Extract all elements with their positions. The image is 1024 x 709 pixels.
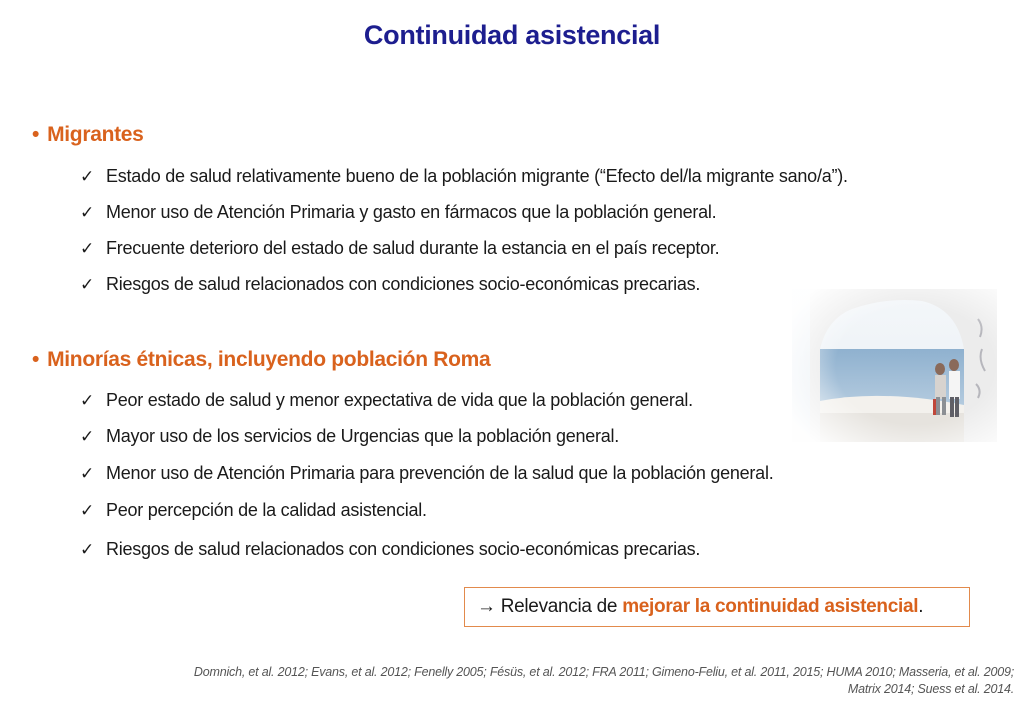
checkmark-icon: ✓ bbox=[80, 167, 94, 187]
list-item-text: Menor uso de Atención Primaria para prevención de la salud que la población general. bbox=[106, 463, 774, 483]
conclusion-prefix: Relevancia de bbox=[500, 596, 618, 617]
list-item bbox=[80, 390, 693, 411]
checkmark-icon: ✓ bbox=[80, 391, 94, 411]
list-item bbox=[80, 463, 773, 484]
arrow-icon: → bbox=[477, 596, 496, 617]
section-heading-label: Migrantes bbox=[47, 123, 144, 146]
list-item bbox=[80, 238, 719, 259]
conclusion-box bbox=[464, 587, 970, 627]
list-item bbox=[80, 539, 700, 560]
list-item bbox=[80, 202, 716, 223]
checkmark-icon: ✓ bbox=[80, 464, 94, 484]
checkmark-icon: ✓ bbox=[80, 275, 94, 295]
list-item bbox=[80, 166, 848, 187]
slide-title: Continuidad asistencial bbox=[363, 20, 661, 50]
references bbox=[94, 664, 1014, 698]
list-item-text: Riesgos de salud relacionados con condiciones socio-económicas precarias. bbox=[106, 539, 701, 559]
list-item bbox=[80, 274, 700, 295]
list-item-text: Estado de salud relativamente bueno de la población migrante (“Efecto del/la migrante sano/a”). bbox=[106, 166, 848, 186]
checkmark-icon: ✓ bbox=[80, 540, 94, 560]
list-item-text: Peor percepción de la calidad asistencial. bbox=[106, 500, 427, 520]
checkmark-icon: ✓ bbox=[80, 427, 94, 447]
list-item-text: Frecuente deterioro del estado de salud durante la estancia en el país receptor. bbox=[106, 238, 720, 258]
conclusion-highlight: mejorar la continuidad asistencial bbox=[622, 596, 919, 617]
list-item-text: Mayor uso de los servicios de Urgencias que la población general. bbox=[106, 426, 620, 446]
section-heading-minorias bbox=[32, 348, 490, 372]
list-item-text: Peor estado de salud y menor expectativa de vida que la población general. bbox=[106, 390, 693, 410]
list-item-text: Riesgos de salud relacionados con condiciones socio-económicas precarias. bbox=[106, 274, 701, 294]
references-line: Matrix 2014; Suess et al. 2014. bbox=[847, 682, 1014, 696]
bullet-icon: • bbox=[32, 123, 40, 146]
checkmark-icon: ✓ bbox=[80, 203, 94, 223]
list-item bbox=[80, 500, 427, 521]
list-item bbox=[80, 426, 619, 447]
list-item-text: Menor uso de Atención Primaria y gasto en fármacos que la población general. bbox=[106, 202, 717, 222]
bullet-icon: • bbox=[32, 348, 40, 371]
couple-by-sea-photo bbox=[792, 289, 997, 442]
checkmark-icon: ✓ bbox=[80, 501, 94, 521]
checkmark-icon: ✓ bbox=[80, 239, 94, 259]
conclusion-suffix: . bbox=[918, 596, 924, 617]
section-heading-label: Minorías étnicas, incluyendo población Roma bbox=[47, 348, 491, 371]
references-line: Domnich, et al. 2012; Evans, et al. 2012; Fenelly 2005; Fésüs, et al. 2012; FRA 2011; Gimeno-Feliu, et al. 2011, 2015; HUMA 2010; Masseria, et al. 2009; bbox=[193, 665, 1014, 679]
section-heading-migrantes bbox=[32, 123, 144, 147]
